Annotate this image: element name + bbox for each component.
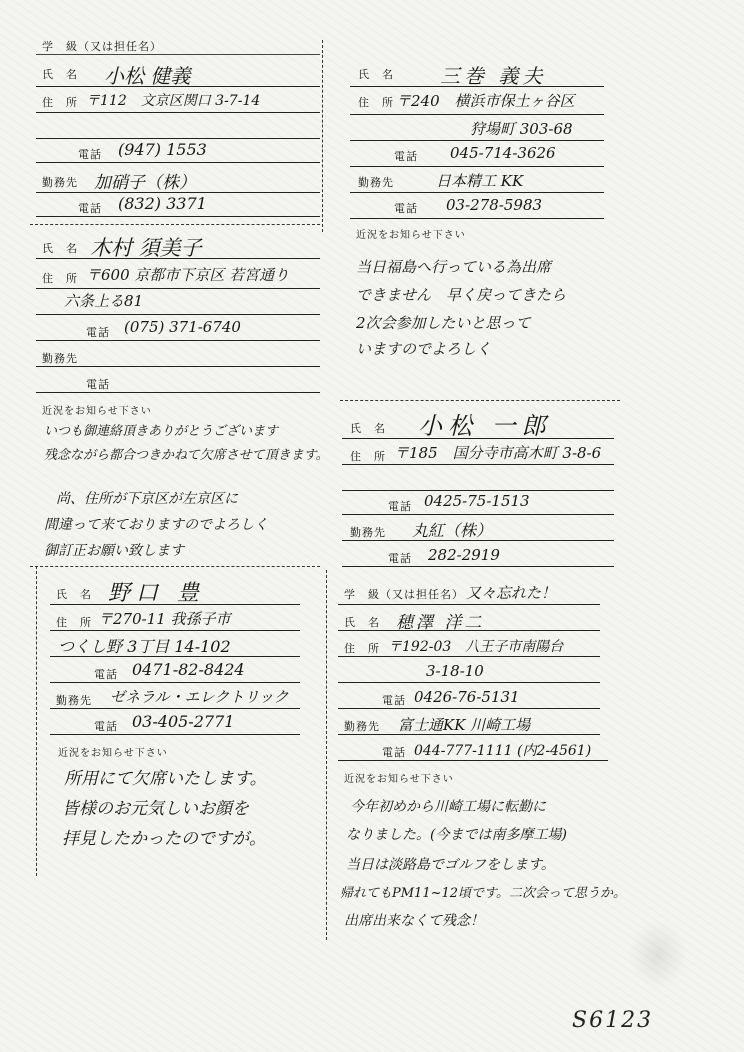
work-phone-label: 電話 xyxy=(382,746,406,759)
divider xyxy=(338,708,600,709)
address-line-2: 3-18-10 xyxy=(426,662,484,680)
phone-value: 0471-82-8424 xyxy=(132,660,245,679)
work-phone-label: 電話 xyxy=(94,720,118,733)
name-value: 穂澤 洋二 xyxy=(396,613,485,633)
work-phone-label: 電話 xyxy=(86,378,110,391)
divider xyxy=(36,340,320,341)
work-phone-value: 03-405-2771 xyxy=(132,712,235,731)
class-label: 学 級（又は担任名） xyxy=(344,588,464,601)
name-label: 氏 名 xyxy=(56,588,92,601)
divider xyxy=(50,656,300,657)
address-label: 住 所 xyxy=(42,96,78,109)
news-line: 御訂正お願い致します xyxy=(44,543,184,559)
divider xyxy=(350,166,604,167)
scan-smudge xyxy=(628,920,688,990)
address-line-1: 〒240 横浜市保土ヶ谷区 xyxy=(396,92,575,110)
divider xyxy=(350,114,604,115)
cut-line xyxy=(36,566,37,876)
work-phone-value: 282-2919 xyxy=(428,546,500,564)
news-line: 帰れてもPM11~12頃です。二次会って思うか。 xyxy=(340,886,626,901)
phone-value: 0425-75-1513 xyxy=(424,492,530,510)
divider xyxy=(36,288,320,289)
name-label: 氏 名 xyxy=(358,68,394,81)
cut-line xyxy=(30,566,320,567)
work-label: 勤務先 xyxy=(42,352,78,365)
divider xyxy=(36,216,320,217)
news-label: 近況をお知らせ下さい xyxy=(356,230,466,241)
phone-label: 電話 xyxy=(382,694,406,707)
phone-label: 電話 xyxy=(394,150,418,163)
news-line: なりました。(今までは南多摩工場) xyxy=(346,827,567,843)
name-value: 小松 健義 xyxy=(104,64,191,88)
work-label: 勤務先 xyxy=(42,176,78,189)
work-phone-value: 03-278-5983 xyxy=(446,196,543,214)
phone-value: 045-714-3626 xyxy=(450,144,556,162)
phone-value: (075) 371-6740 xyxy=(124,318,241,336)
divider xyxy=(36,112,320,113)
phone-value: (947) 1553 xyxy=(118,140,207,159)
class-value: 又々忘れた！ xyxy=(466,584,557,602)
work-label: 勤務先 xyxy=(344,720,380,733)
address-line-2: 六条上る81 xyxy=(64,292,144,310)
divider xyxy=(342,464,614,465)
divider xyxy=(36,138,320,139)
page-code: S6123 xyxy=(572,1008,654,1033)
cut-line xyxy=(340,400,620,401)
class-label: 学 級（又は担任名） xyxy=(42,40,162,53)
news-line: いつも御連絡頂きありがとうございます xyxy=(44,424,279,439)
divider xyxy=(342,490,614,491)
divider xyxy=(338,760,608,761)
news-line: 2次会参加したいと思って xyxy=(356,314,531,332)
work-value: 日本精工 KK xyxy=(436,172,524,190)
divider xyxy=(36,258,320,259)
divider xyxy=(338,630,600,631)
phone-label: 電話 xyxy=(86,326,110,339)
address-line-1: 〒600 京都市下京区 若宮通り xyxy=(86,266,290,284)
news-line: いますのでよろしく xyxy=(356,340,492,358)
cut-line xyxy=(326,570,327,940)
work-phone-value: 044-777-1111 (内2-4561) xyxy=(414,743,592,759)
news-line: 出席出来なくて残念！ xyxy=(344,913,484,929)
cut-line xyxy=(30,224,320,225)
work-phone-label: 電話 xyxy=(388,552,412,565)
address-label: 住 所 xyxy=(344,642,380,655)
work-phone-label: 電話 xyxy=(78,202,102,215)
phone-label: 電話 xyxy=(94,668,118,681)
divider xyxy=(36,192,320,193)
phone-value: 0426-76-5131 xyxy=(414,688,520,706)
news-label: 近況をお知らせ下さい xyxy=(58,748,168,759)
news-line: 尚、住所が下京区が左京区に xyxy=(56,491,238,507)
name-label: 氏 名 xyxy=(344,616,380,629)
address-label: 住 所 xyxy=(56,616,92,629)
address-line-1: 〒185 国分寺市高木町 3-8-6 xyxy=(394,444,602,462)
news-line: 残念ながら都合つきかねて欠席させて頂きます。 xyxy=(44,448,329,463)
address-line-1: 〒112 文京区関口 3-7-14 xyxy=(86,93,261,109)
address-label: 住 所 xyxy=(42,272,78,285)
work-label: 勤務先 xyxy=(350,526,386,539)
work-value: 丸紅（株） xyxy=(412,521,493,540)
divider xyxy=(36,392,320,393)
divider xyxy=(36,86,320,87)
divider xyxy=(350,218,604,219)
divider xyxy=(50,734,300,735)
divider xyxy=(50,682,300,683)
news-line: 皆様のお元気しいお顔を xyxy=(62,799,249,819)
divider xyxy=(50,630,300,631)
phone-label: 電話 xyxy=(388,500,412,513)
news-label: 近況をお知らせ下さい xyxy=(42,406,152,417)
work-label: 勤務先 xyxy=(56,694,92,707)
news-line: 当日福島へ行っている為出席 xyxy=(356,258,552,276)
phone-label: 電話 xyxy=(78,148,102,161)
divider xyxy=(350,140,604,141)
news-line: 今年初めから川崎工場に転勤に xyxy=(350,799,546,815)
divider xyxy=(338,734,600,735)
divider xyxy=(342,566,614,567)
work-phone-label: 電話 xyxy=(394,202,418,215)
work-value: 加硝子（株） xyxy=(94,173,196,193)
name-value: 小松 一郎 xyxy=(418,412,552,440)
news-line: 拝見したかったのですが。 xyxy=(62,829,266,849)
name-label: 氏 名 xyxy=(350,422,386,435)
work-value: ゼネラル・エレクトリック xyxy=(110,688,289,706)
address-label: 住 所 xyxy=(358,96,394,109)
news-line: できません 早く戻ってきたら xyxy=(356,286,567,304)
news-label: 近況をお知らせ下さい xyxy=(344,774,454,785)
work-value: 富士通KK 川崎工場 xyxy=(398,716,531,734)
divider xyxy=(338,656,600,657)
divider xyxy=(342,514,614,515)
news-line: 間違って来ておりますのでよろしく xyxy=(44,517,268,533)
name-value: 三巻 義夫 xyxy=(440,64,547,88)
divider xyxy=(50,604,300,605)
work-phone-value: (832) 3371 xyxy=(118,194,207,213)
divider xyxy=(342,438,614,439)
address-line-2: 狩場町 303-68 xyxy=(470,120,573,138)
divider xyxy=(36,54,320,55)
work-label: 勤務先 xyxy=(358,176,394,189)
divider xyxy=(350,192,604,193)
name-value: 木村 須美子 xyxy=(90,236,202,260)
name-label: 氏 名 xyxy=(42,68,78,81)
divider xyxy=(36,162,320,163)
divider xyxy=(36,366,320,367)
address-line-1: 〒192-03 八王子市南陽台 xyxy=(388,639,564,655)
divider xyxy=(338,682,600,683)
news-line: 当日は淡路島でゴルフをします。 xyxy=(346,857,555,873)
cut-line xyxy=(322,40,323,232)
news-line: 所用にて欠席いたします。 xyxy=(64,769,267,789)
name-value: 野口 豊 xyxy=(108,581,205,606)
address-line-1: 〒270-11 我孫子市 xyxy=(98,610,231,628)
divider xyxy=(36,314,320,315)
name-label: 氏 名 xyxy=(42,242,78,255)
divider xyxy=(50,708,300,709)
divider xyxy=(338,604,600,605)
address-label: 住 所 xyxy=(350,450,386,463)
address-line-2: つくし野 3丁目 14-102 xyxy=(58,637,231,656)
divider xyxy=(350,86,604,87)
divider xyxy=(342,540,614,541)
